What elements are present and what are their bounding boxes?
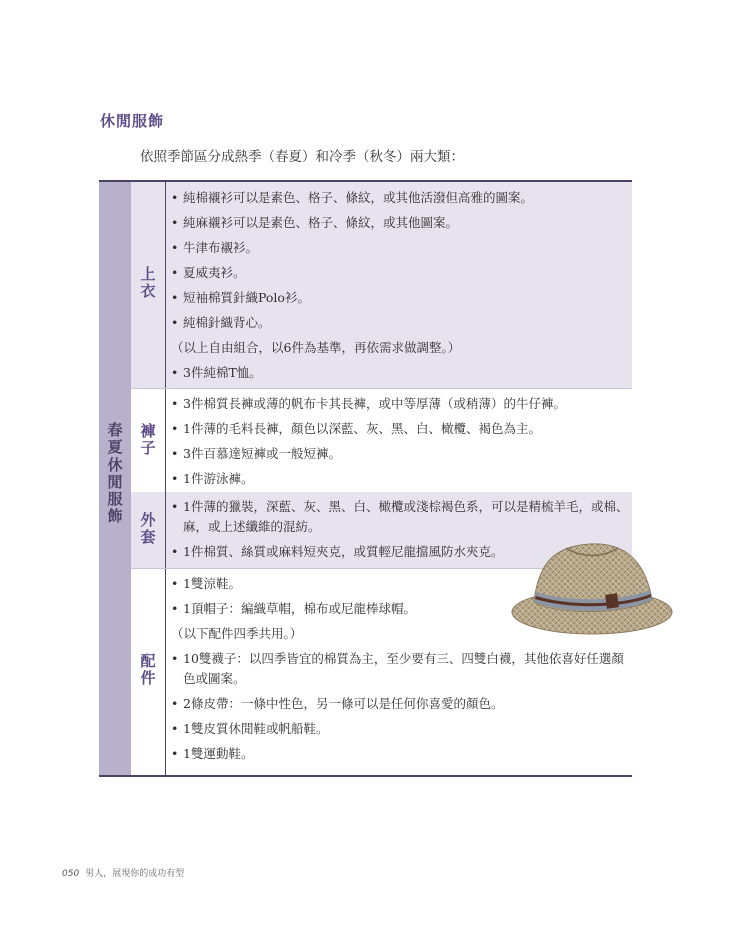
tops-note: （以上自由組合，以6件為基準，再依需求做調整。） <box>171 340 461 355</box>
season-column <box>99 182 131 775</box>
list-item: • 3件百慕達短褲或一般短褲。 <box>171 446 341 461</box>
page-number: 050 <box>62 869 80 879</box>
list-item: • 牛津布襯衫。 <box>171 240 259 255</box>
list-item: • 純麻襯衫可以是素色、格子、條紋，或其他圖案。 <box>171 215 459 230</box>
category-label-pants: 褲 子 <box>131 389 166 493</box>
accessories-note: （以下配件四季共用。） <box>171 626 303 641</box>
intro-text: 依照季節區分成熱季（春夏）和冷季（秋冬）兩大類： <box>140 149 464 165</box>
list-item: • 1雙涼鞋。 <box>171 576 241 591</box>
straw-hat-image <box>508 536 674 644</box>
list-item: • 1頂帽子：編織草帽，棉布或尼龍棒球帽。 <box>171 601 416 616</box>
season-label: 春 夏 休 閒 服 飾 <box>107 421 123 526</box>
section-heading: 休閒服飾 <box>100 112 165 130</box>
list-item: • 1件薄的毛料長褲，顏色以深藍、灰、黑、白、橄欖、褐色為主。 <box>171 421 541 436</box>
list-item: • 10雙襪子：以四季皆宜的棉質為主，至少要有三、四雙白襪，其他依喜好任選顏色或圖案。 <box>171 651 624 686</box>
list-item: • 1件棉質、絲質或麻料短夾克，或質輕尼龍擋風防水夾克。 <box>171 544 504 559</box>
category-tops <box>131 182 632 388</box>
clothing-table <box>99 180 632 777</box>
list-item: • 3件棉質長褲或薄的帆布卡其長褲，或中等厚薄（或稍薄）的牛仔褲。 <box>171 396 566 411</box>
list-item: • 夏威夷衫。 <box>171 265 246 280</box>
category-pants <box>131 388 632 493</box>
list-item: • 1件游泳褲。 <box>171 471 254 486</box>
list-item: • 短袖棉質針織Polo衫。 <box>171 290 310 305</box>
category-label-outerwear: 外 套 <box>131 492 166 568</box>
list-item: • 純棉針織背心。 <box>171 315 271 330</box>
book-title: 男人，展現你的成功有型 <box>85 869 185 879</box>
category-label-accessories: 配 件 <box>131 569 166 776</box>
list-item: • 1雙皮質休閒鞋或帆船鞋。 <box>171 721 329 736</box>
list-item: • 3件純棉T恤。 <box>171 365 262 380</box>
list-item: • 1雙運動鞋。 <box>171 746 254 761</box>
list-item: • 2條皮帶：一條中性色，另一條可以是任何你喜愛的顏色。 <box>171 696 504 711</box>
list-item: • 1件薄的獵裝，深藍、灰、黑、白、橄欖或淺棕褐色系，可以是精梳羊毛，或棉、麻，或上述纖維的混紡。 <box>171 499 629 534</box>
list-item: • 純棉襯衫可以是素色、格子、條紋，或其他活潑但高雅的圖案。 <box>171 190 534 205</box>
page-footer <box>62 866 184 879</box>
category-label-tops: 上 衣 <box>131 182 166 388</box>
